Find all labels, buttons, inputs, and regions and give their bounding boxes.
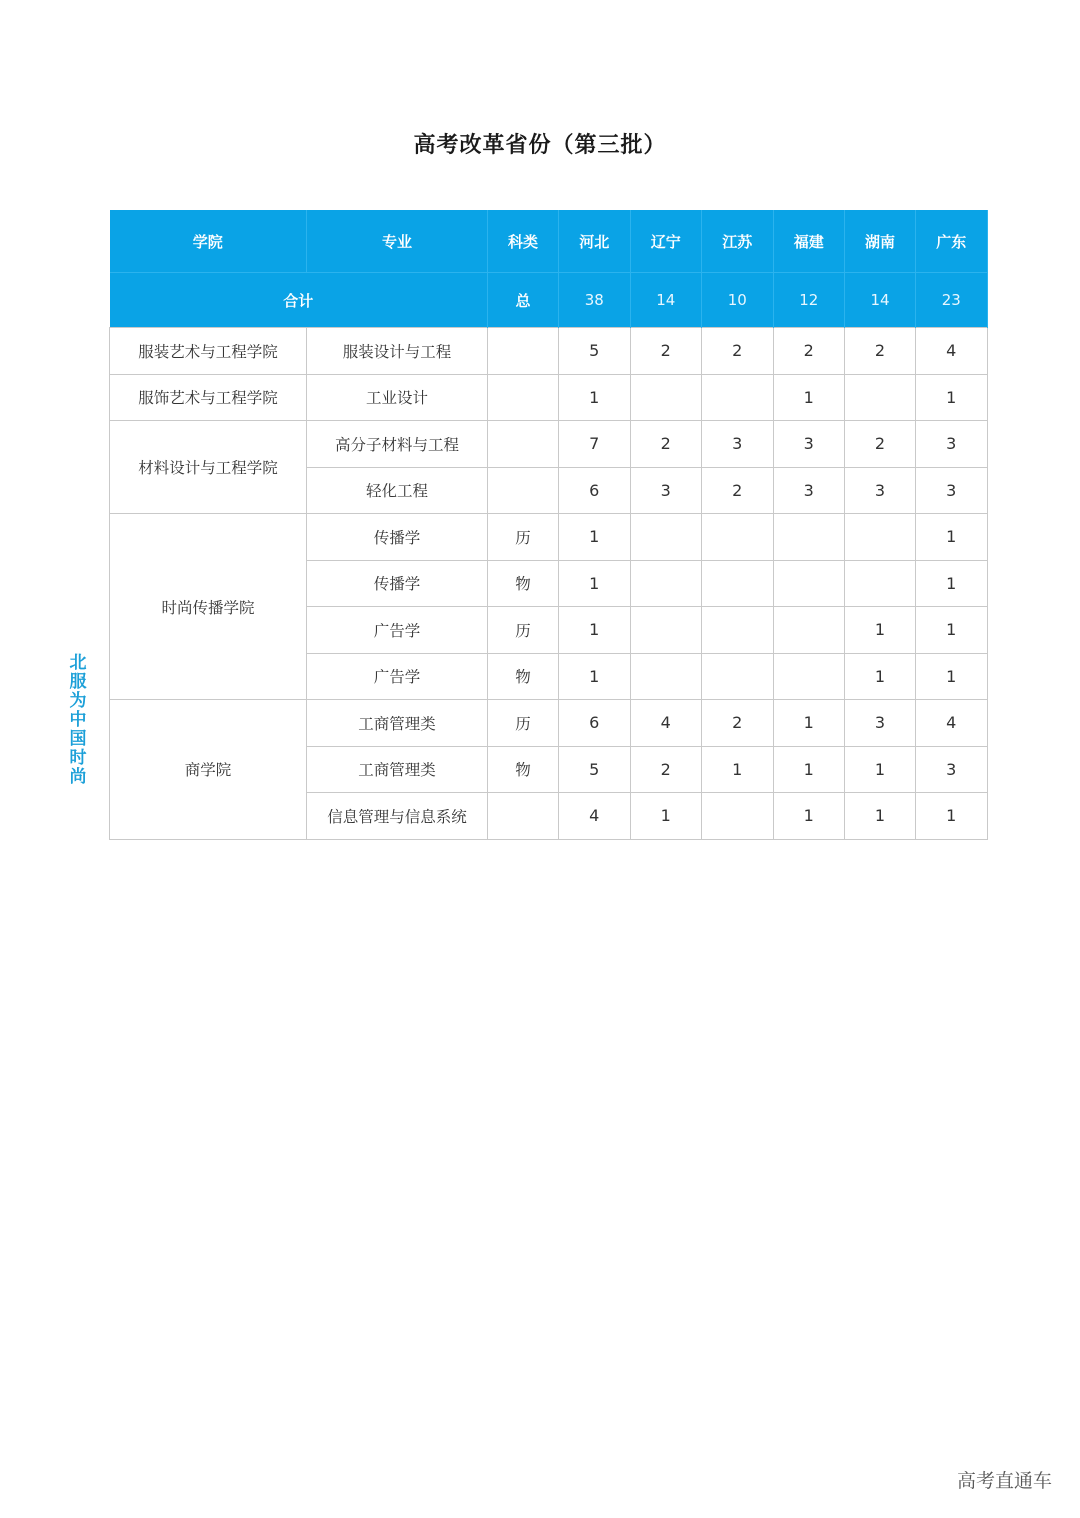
major-cell: 广告学 [307, 653, 488, 700]
table-body [110, 328, 988, 840]
value-cell: 1 [916, 653, 988, 700]
total-label: 合计 [110, 273, 488, 328]
value-cell [773, 653, 845, 700]
value-cell: 6 [559, 467, 631, 514]
college-cell: 材料设计与工程学院 [110, 421, 307, 514]
major-cell: 传播学 [307, 514, 488, 561]
header-major: 专业 [307, 210, 488, 273]
value-cell: 3 [916, 746, 988, 793]
value-cell: 1 [916, 607, 988, 654]
side-vertical-label: 北服为中国时尚 [69, 653, 87, 787]
total-hunan: 14 [845, 273, 916, 328]
value-cell: 1 [630, 793, 702, 840]
value-cell: 1 [773, 746, 845, 793]
watermark-text: 高考直通车 [956, 1470, 1052, 1492]
type-cell: 历 [488, 514, 559, 561]
major-cell: 广告学 [307, 607, 488, 654]
value-cell: 3 [916, 421, 988, 468]
header-liaoning: 辽宁 [630, 210, 702, 273]
total-fujian: 12 [773, 273, 845, 328]
value-cell: 1 [559, 514, 631, 561]
value-cell [702, 607, 774, 654]
major-cell: 轻化工程 [307, 467, 488, 514]
value-cell: 5 [559, 328, 631, 375]
table-row [110, 374, 988, 421]
type-cell: 物 [488, 560, 559, 607]
value-cell: 1 [916, 374, 988, 421]
major-cell: 高分子材料与工程 [307, 421, 488, 468]
value-cell: 2 [845, 421, 916, 468]
value-cell: 1 [559, 607, 631, 654]
value-cell: 1 [916, 560, 988, 607]
value-cell: 7 [559, 421, 631, 468]
value-cell [630, 653, 702, 700]
header-guangdong: 广东 [916, 210, 988, 273]
header-hunan: 湖南 [845, 210, 916, 273]
value-cell [845, 560, 916, 607]
value-cell: 1 [773, 700, 845, 747]
value-cell [702, 653, 774, 700]
value-cell: 2 [702, 700, 774, 747]
type-cell: 历 [488, 700, 559, 747]
value-cell: 3 [702, 421, 774, 468]
value-cell [773, 607, 845, 654]
value-cell [630, 560, 702, 607]
table-row [110, 328, 988, 375]
value-cell: 3 [773, 467, 845, 514]
value-cell: 6 [559, 700, 631, 747]
table-row [110, 514, 988, 561]
value-cell: 1 [559, 374, 631, 421]
value-cell: 2 [630, 421, 702, 468]
value-cell: 1 [916, 514, 988, 561]
value-cell [773, 560, 845, 607]
college-cell: 商学院 [110, 700, 307, 840]
college-cell: 服饰艺术与工程学院 [110, 374, 307, 421]
value-cell: 1 [845, 653, 916, 700]
page-title: 高考改革省份（第三批） [413, 133, 667, 158]
value-cell [630, 514, 702, 561]
header-college: 学院 [110, 210, 307, 273]
value-cell: 2 [702, 467, 774, 514]
value-cell [702, 374, 774, 421]
value-cell: 1 [559, 560, 631, 607]
header-hebei: 河北 [559, 210, 631, 273]
value-cell: 2 [630, 746, 702, 793]
type-cell [488, 328, 559, 375]
value-cell: 3 [773, 421, 845, 468]
value-cell: 1 [702, 746, 774, 793]
value-cell: 1 [845, 746, 916, 793]
total-guangdong: 23 [916, 273, 988, 328]
college-cell: 服装艺术与工程学院 [110, 328, 307, 375]
major-cell: 工业设计 [307, 374, 488, 421]
admission-table-container [109, 210, 987, 840]
value-cell: 3 [916, 467, 988, 514]
header-jiangsu: 江苏 [702, 210, 774, 273]
value-cell [630, 607, 702, 654]
major-cell: 服装设计与工程 [307, 328, 488, 375]
value-cell: 3 [630, 467, 702, 514]
type-cell [488, 793, 559, 840]
type-cell [488, 374, 559, 421]
total-row [110, 273, 988, 328]
table-row [110, 421, 988, 468]
table-row [110, 700, 988, 747]
header-fujian: 福建 [773, 210, 845, 273]
value-cell: 5 [559, 746, 631, 793]
total-type: 总 [488, 273, 559, 328]
value-cell: 3 [845, 700, 916, 747]
value-cell: 3 [845, 467, 916, 514]
value-cell [630, 374, 702, 421]
value-cell: 1 [845, 607, 916, 654]
total-jiangsu: 10 [702, 273, 774, 328]
value-cell [702, 793, 774, 840]
value-cell: 1 [773, 374, 845, 421]
value-cell [773, 514, 845, 561]
value-cell [845, 514, 916, 561]
value-cell: 4 [630, 700, 702, 747]
value-cell: 2 [702, 328, 774, 375]
value-cell: 2 [630, 328, 702, 375]
major-cell: 工商管理类 [307, 746, 488, 793]
value-cell: 2 [845, 328, 916, 375]
value-cell [702, 560, 774, 607]
value-cell: 1 [916, 793, 988, 840]
value-cell: 1 [773, 793, 845, 840]
type-cell: 物 [488, 746, 559, 793]
type-cell [488, 467, 559, 514]
type-cell: 历 [488, 607, 559, 654]
total-liaoning: 14 [630, 273, 702, 328]
college-cell: 时尚传播学院 [110, 514, 307, 700]
value-cell [702, 514, 774, 561]
admission-table [109, 210, 988, 840]
value-cell: 4 [916, 328, 988, 375]
header-type: 科类 [488, 210, 559, 273]
major-cell: 传播学 [307, 560, 488, 607]
type-cell: 物 [488, 653, 559, 700]
value-cell: 1 [845, 793, 916, 840]
header-row [110, 210, 988, 273]
value-cell: 2 [773, 328, 845, 375]
total-hebei: 38 [559, 273, 631, 328]
value-cell: 4 [916, 700, 988, 747]
major-cell: 信息管理与信息系统 [307, 793, 488, 840]
type-cell [488, 421, 559, 468]
value-cell: 4 [559, 793, 631, 840]
major-cell: 工商管理类 [307, 700, 488, 747]
value-cell [845, 374, 916, 421]
value-cell: 1 [559, 653, 631, 700]
